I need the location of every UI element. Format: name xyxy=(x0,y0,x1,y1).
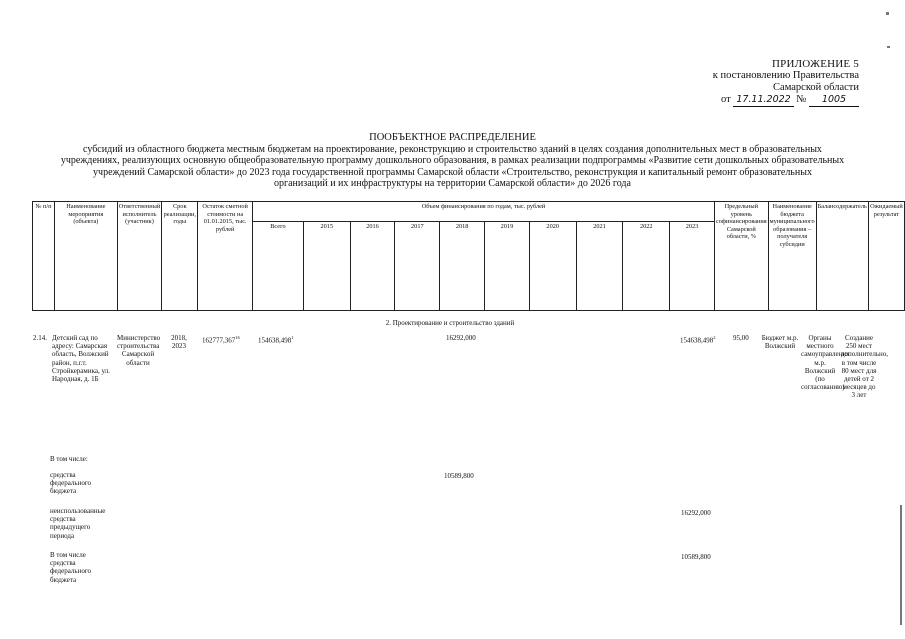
handwritten-date: 17.11.2022 xyxy=(733,94,793,107)
appendix-line-3: Самарской области xyxy=(773,82,859,93)
date-prefix: от xyxy=(720,94,731,105)
subrow-2023-value: 16292,000 xyxy=(681,509,711,517)
appendix-title: ПРИЛОЖЕНИЕ 5 xyxy=(772,58,859,70)
header-share: Предельный уровень софинансирования Самарской области, % xyxy=(714,202,768,311)
header-budget: Наименование бюджета муниципального образования – получателя субсидии xyxy=(768,202,816,311)
number-prefix: № xyxy=(796,94,807,105)
row-2018-value: 16292,000 xyxy=(446,334,476,342)
scan-dot xyxy=(886,12,889,15)
header-table xyxy=(32,201,905,311)
subrow-2023-value: 10589,800 xyxy=(681,553,711,561)
heading-line-1: субсидий из областного бюджета местным бюджетам на проектирование, реконструкцию и строительство зданий в целях создания дополнительных мест в образовательных xyxy=(83,143,822,155)
header-year-total: Всего xyxy=(253,221,304,310)
header-year-2017: 2017 xyxy=(395,221,440,310)
row-share: 95,00 xyxy=(733,334,749,342)
header-year-2022: 2022 xyxy=(623,221,670,310)
heading-line-2: учреждениях, реализующих основную общеобразовательную программу дошкольного образования, в рамках реализации подпрограммы «Развитие сети дошкольных образовательных xyxy=(60,155,845,167)
subrow-label: неиспользованные средства предыдущего периода xyxy=(50,507,106,540)
row-total-footnote: 1 xyxy=(291,335,294,340)
subrow-2018-value: 10589,800 xyxy=(444,472,474,480)
row-total xyxy=(258,334,294,345)
header-year-2021: 2021 xyxy=(576,221,623,310)
header-result: Ожидаемый результат xyxy=(868,202,904,311)
row-total-value: 154638,498 xyxy=(258,336,292,345)
row-result: Создание 250 мест дополнительно, в том числе 80 мест для детей от 2 месяцев до 3 лет xyxy=(841,334,889,400)
row-2023 xyxy=(680,334,716,345)
document-heading xyxy=(30,132,875,190)
handwritten-number: 1005 xyxy=(809,94,859,107)
row-2023-footnote: 2 xyxy=(713,335,716,340)
appendix-block xyxy=(639,58,859,107)
header-year-2020: 2020 xyxy=(529,221,576,310)
appendix-line-2: к постановлению Правительства xyxy=(712,70,859,81)
row-remainder-footnote: 16 xyxy=(235,335,240,340)
header-year-2016: 2016 xyxy=(350,221,395,310)
header-year-2023: 2023 xyxy=(670,221,715,310)
row-term: 2018, 2023 xyxy=(171,334,187,351)
row-responsible: Министерство строительства Самарской области xyxy=(117,334,161,367)
header-num: № п/п xyxy=(33,202,55,311)
subrow-label: средства федерального бюджета xyxy=(50,471,92,496)
header-responsible: Ответственный исполнитель (участник) xyxy=(117,202,161,311)
scan-dot xyxy=(887,46,890,48)
row-name: Детский сад по адресу: Самарская область, Волжский район, п.г.т. Стройкерамика, ул. Народная, д. 1Б xyxy=(52,334,110,384)
header-name: Наименование мероприятия (объекта) xyxy=(54,202,117,311)
header-remainder: Остаток сметной стоимости на 01.01.2015, тыс. рублей xyxy=(198,202,253,311)
scan-edge-line xyxy=(900,505,902,625)
header-funding: Объем финансирования по годам, тыс. рублей xyxy=(253,202,715,222)
row-remainder-value: 162777,367 xyxy=(202,336,236,345)
header-year-2015: 2015 xyxy=(303,221,350,310)
header-year-2019: 2019 xyxy=(485,221,530,310)
subrow-label: В том числе: xyxy=(50,455,88,463)
document-title: ПООБЪЕКТНОЕ РАСПРЕДЕЛЕНИЕ xyxy=(369,132,536,143)
header-term: Срок реализации, годы xyxy=(162,202,198,311)
section-title: 2. Проектирование и строительство зданий xyxy=(385,319,515,327)
row-remainder xyxy=(202,334,240,345)
heading-line-3: учреждений Самарской области» до 2023 года государственной программы Самарской области «Строительство, реконструкция и капитальный ремонт образовательных xyxy=(93,166,812,178)
appendix-date-line xyxy=(639,94,859,107)
header-holder: Балансодержатель xyxy=(816,202,868,311)
row-budget: Бюджет м.р. Волжский xyxy=(761,334,799,351)
heading-line-4: организаций и их инфраструктуры на территории Самарской области» до 2026 года xyxy=(274,178,631,190)
subrow-label: В том числе средства федерального бюджета xyxy=(50,551,92,584)
row-num: 2.14. xyxy=(33,334,47,342)
row-2023-value: 154638,498 xyxy=(680,336,714,345)
header-year-2018: 2018 xyxy=(440,221,485,310)
row-holder: Органы местного самоуправления м.р. Волжский (по согласованию) xyxy=(801,334,850,392)
